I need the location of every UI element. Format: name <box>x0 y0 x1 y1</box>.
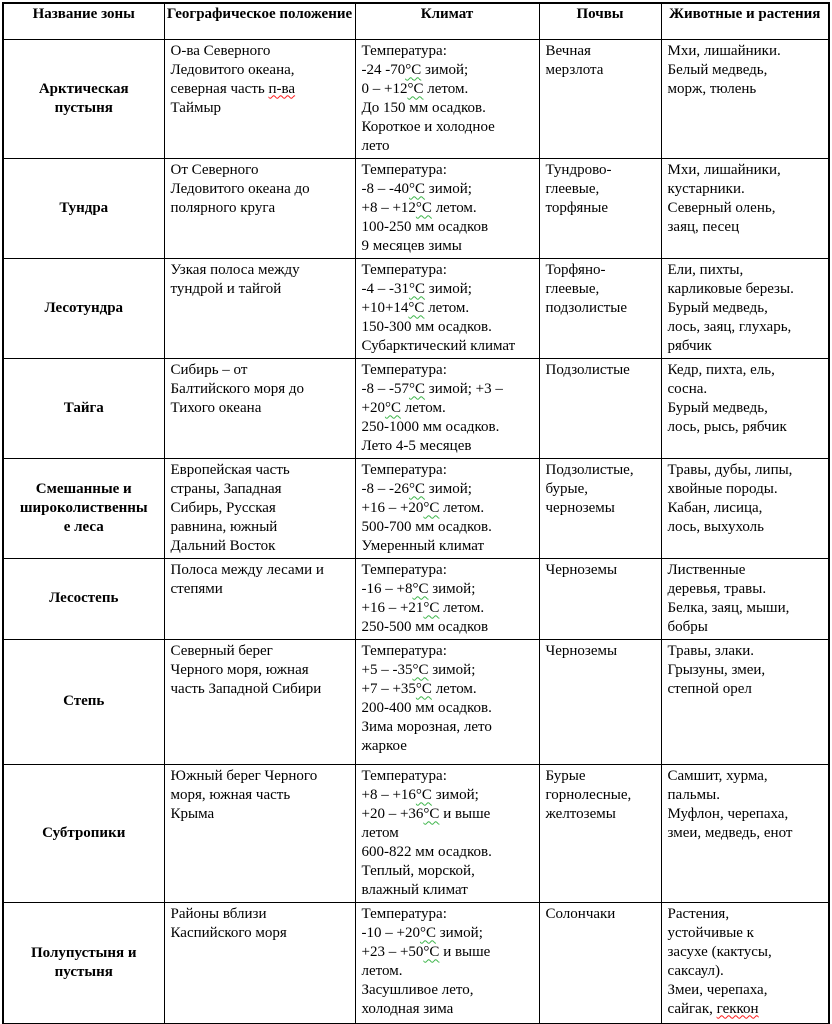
cell-climate <box>355 639 539 764</box>
text-line: Степь <box>63 693 105 709</box>
text-line: 9 месяцев зимы <box>361 237 462 254</box>
table-row <box>3 258 829 358</box>
text-line: Температура: <box>361 161 447 178</box>
text-line: Районы вблизи <box>170 905 267 922</box>
text-line: хвойные породы. <box>667 480 778 497</box>
text-line: страны, Западная <box>170 480 282 497</box>
header-geographic-location: Географическое положение <box>164 3 355 39</box>
spellcheck-green-underline: °С <box>419 924 436 941</box>
spellcheck-green-underline: °С <box>423 499 440 516</box>
cell-soils <box>539 902 661 1024</box>
spellcheck-green-underline: °С <box>409 280 426 297</box>
spellcheck-green-underline: °С <box>412 580 429 597</box>
text-line: бурые, <box>545 480 589 497</box>
text-line: часть Западной Сибири <box>170 680 322 697</box>
cell-zone-name <box>3 458 164 558</box>
text-line: -4 – -31°С зимой; <box>361 280 472 297</box>
text-line: Змеи, черепаха, <box>667 981 768 998</box>
header-climate: Климат <box>355 3 539 39</box>
spellcheck-green-underline: °С <box>405 61 422 78</box>
text-line: Дальний Восток <box>170 537 276 554</box>
text-line: 0 – +12°С летом. <box>361 80 469 97</box>
text-line: Зима морозная, лето <box>361 718 492 735</box>
text-line: Бурый медведь, <box>667 399 768 416</box>
text-line: пустыня <box>54 963 113 980</box>
spellcheck-red-underline: п-ва <box>268 80 296 97</box>
text-line: влажный климат <box>361 881 468 898</box>
text-line: 100-250 мм осадков <box>361 218 489 235</box>
text-line: Бурый медведь, <box>667 299 768 316</box>
text-line: +16 – +21°С летом. <box>361 599 485 616</box>
text-line: Лето 4-5 месяцев <box>361 437 472 454</box>
text-line: северная часть п-ва <box>170 80 296 97</box>
text-line: торфяные <box>545 199 609 216</box>
text-line: Муфлон, черепаха, <box>667 805 789 822</box>
text-line: пальмы. <box>667 786 720 803</box>
text-line: 600-822 мм осадков. <box>361 843 492 860</box>
cell-soils <box>539 39 661 158</box>
text-line: рябчик <box>667 337 712 354</box>
text-line: Ледовитого океана, <box>170 61 295 78</box>
text-line: лось, выхухоль <box>667 518 765 535</box>
text-line: Мхи, лишайники. <box>667 42 781 59</box>
cell-flora-fauna <box>661 639 829 764</box>
cell-location <box>164 158 355 258</box>
cell-climate <box>355 358 539 458</box>
cell-zone-name <box>3 158 164 258</box>
text-line: +10+14°С летом. <box>361 299 470 316</box>
text-line: Растения, <box>667 905 730 922</box>
text-line: 150-300 мм осадков. <box>361 318 492 335</box>
text-line: мерзлота <box>545 61 604 78</box>
table-row <box>3 458 829 558</box>
text-line: кустарники. <box>667 180 745 197</box>
text-line: +23 – +50°С и выше <box>361 943 491 960</box>
cell-soils <box>539 558 661 639</box>
cell-flora-fauna <box>661 158 829 258</box>
cell-climate <box>355 764 539 902</box>
cell-zone-name <box>3 764 164 902</box>
table-row <box>3 902 829 1024</box>
text-line: Лесостепь <box>49 590 119 606</box>
text-line: Температура: <box>361 461 447 478</box>
cell-climate <box>355 258 539 358</box>
text-line: Умеренный климат <box>361 537 485 554</box>
text-line: Северный берег <box>170 642 273 659</box>
text-line: широколиственны <box>19 499 148 516</box>
text-line: Субтропики <box>42 824 126 841</box>
text-line: желтоземы <box>545 805 616 822</box>
cell-location <box>164 558 355 639</box>
text-line: Таймыр <box>170 99 222 116</box>
text-line: Белка, заяц, мыши, <box>667 599 790 616</box>
cell-location <box>164 458 355 558</box>
spellcheck-green-underline: °С <box>415 199 432 216</box>
text-line: Тундра <box>59 199 109 216</box>
text-line: подзолистые <box>545 299 628 316</box>
table-row <box>3 158 829 258</box>
text-line: Субарктический климат <box>361 337 516 354</box>
text-line: глеевые, <box>545 280 600 297</box>
table-row <box>3 764 829 902</box>
text-line: Грызуны, змеи, <box>667 661 766 678</box>
text-line: -8 – -26°С зимой; <box>361 480 472 497</box>
text-line: саксаул). <box>667 962 724 979</box>
text-line: Полоса между лесами и <box>170 561 324 578</box>
text-line: Полупустыня и <box>31 944 137 961</box>
text-line: деревья, травы. <box>667 580 767 597</box>
text-line: горнолесные, <box>545 786 632 803</box>
text-line: засухе (кактусы, <box>667 943 772 960</box>
text-line: О-ва Северного <box>170 42 271 59</box>
spellcheck-green-underline: °С <box>423 599 440 616</box>
cell-soils <box>539 639 661 764</box>
text-line: Балтийского моря до <box>170 380 304 397</box>
text-line: Мхи, лишайники, <box>667 161 781 178</box>
text-line: -10 – +20°С зимой; <box>361 924 483 941</box>
spellcheck-green-underline: °С <box>407 80 424 97</box>
cell-soils <box>539 458 661 558</box>
text-line: сайгак, геккон <box>667 1000 759 1017</box>
cell-climate <box>355 902 539 1024</box>
cell-location <box>164 764 355 902</box>
text-line: жаркое <box>361 737 407 754</box>
cell-flora-fauna <box>661 764 829 902</box>
cell-zone-name <box>3 902 164 1024</box>
text-line: Каспийского моря <box>170 924 287 941</box>
cell-location <box>164 258 355 358</box>
text-line: Температура: <box>361 42 447 59</box>
text-line: Сибирь, Русская <box>170 499 276 516</box>
text-line: Солончаки <box>545 905 616 922</box>
text-line: лось, заяц, глухарь, <box>667 318 792 335</box>
text-line: +7 – +35°С летом. <box>361 680 477 697</box>
table-row <box>3 558 829 639</box>
text-line: Травы, злаки. <box>667 642 755 659</box>
cell-location <box>164 39 355 158</box>
text-line: Температура: <box>361 642 447 659</box>
cell-flora-fauna <box>661 458 829 558</box>
cell-zone-name <box>3 639 164 764</box>
text-line: Температура: <box>361 905 447 922</box>
cell-zone-name <box>3 558 164 639</box>
text-line: Сибирь – от <box>170 361 248 378</box>
text-line: +16 – +20°С летом. <box>361 499 485 516</box>
cell-climate <box>355 458 539 558</box>
text-line: Черноземы <box>545 561 618 578</box>
natural-zones-table <box>2 2 830 1024</box>
text-line: Смешанные и <box>35 480 132 497</box>
text-line: Черного моря, южная <box>170 661 309 678</box>
text-line: 250-500 мм осадков <box>361 618 489 635</box>
text-line: Подзолистые, <box>545 461 634 478</box>
cell-climate <box>355 558 539 639</box>
cell-flora-fauna <box>661 558 829 639</box>
spellcheck-green-underline: °С <box>423 805 440 822</box>
header-soils: Почвы <box>539 3 661 39</box>
text-line: +20°С летом. <box>361 399 446 416</box>
spellcheck-green-underline: °С <box>409 180 426 197</box>
spellcheck-green-underline: °С <box>415 786 432 803</box>
cell-zone-name <box>3 258 164 358</box>
table-row <box>3 639 829 764</box>
text-line: До 150 мм осадков. <box>361 99 486 116</box>
text-line: Черноземы <box>545 642 618 659</box>
text-line: пустыня <box>54 99 113 116</box>
spellcheck-green-underline: °С <box>423 943 440 960</box>
text-line: морж, тюлень <box>667 80 757 97</box>
text-line: Бурые <box>545 767 586 784</box>
text-line: -8 – -40°С зимой; <box>361 180 472 197</box>
cell-climate <box>355 39 539 158</box>
text-line: От Северного <box>170 161 259 178</box>
text-line: степями <box>170 580 223 597</box>
text-line: Тундрово- <box>545 161 612 178</box>
table-row <box>3 39 829 158</box>
header-row <box>3 3 829 39</box>
table-body <box>3 39 829 1024</box>
text-line: Кедр, пихта, ель, <box>667 361 775 378</box>
text-line: Тайга <box>63 399 104 416</box>
text-line: Ледовитого океана до <box>170 180 310 197</box>
table-row <box>3 358 829 458</box>
header-flora-fauna: Животные и растения <box>661 3 829 39</box>
text-line: бобры <box>667 618 708 635</box>
text-line: Лиственные <box>667 561 746 578</box>
text-line: лось, рысь, рябчик <box>667 418 787 435</box>
text-line: Теплый, морской, <box>361 862 475 879</box>
text-line: Короткое и холодное <box>361 118 495 135</box>
cell-climate <box>355 158 539 258</box>
text-line: Арктическая <box>38 80 129 97</box>
text-line: равнина, южный <box>170 518 278 535</box>
cell-location <box>164 902 355 1024</box>
cell-location <box>164 639 355 764</box>
cell-flora-fauna <box>661 358 829 458</box>
spellcheck-green-underline: °С <box>415 680 432 697</box>
text-line: Ели, пихты, <box>667 261 744 278</box>
text-line: карликовые березы. <box>667 280 794 297</box>
text-line: лето <box>361 137 390 154</box>
cell-soils <box>539 158 661 258</box>
text-line: заяц, песец <box>667 218 740 235</box>
cell-soils <box>539 258 661 358</box>
cell-soils <box>539 764 661 902</box>
text-line: Температура: <box>361 561 447 578</box>
spellcheck-green-underline: °С <box>408 299 425 316</box>
text-line: +5 – -35°С зимой; <box>361 661 476 678</box>
cell-flora-fauna <box>661 39 829 158</box>
text-line: летом. <box>361 962 403 979</box>
spellcheck-green-underline: °С <box>409 480 426 497</box>
text-line: е леса <box>63 518 104 535</box>
cell-soils <box>539 358 661 458</box>
text-line: степной орел <box>667 680 752 697</box>
text-line: -8 – -57°С зимой; +3 – <box>361 380 503 397</box>
text-line: Тихого океана <box>170 399 262 416</box>
text-line: Белый медведь, <box>667 61 768 78</box>
text-line: глеевые, <box>545 180 600 197</box>
text-line: Кабан, лисица, <box>667 499 763 516</box>
text-line: сосна. <box>667 380 708 397</box>
text-line: Травы, дубы, липы, <box>667 461 793 478</box>
text-line: Лесотундра <box>44 299 124 316</box>
text-line: +8 – +12°С летом. <box>361 199 477 216</box>
cell-zone-name <box>3 358 164 458</box>
text-line: Узкая полоса между <box>170 261 300 278</box>
text-line: полярного круга <box>170 199 276 216</box>
spellcheck-red-underline: геккон <box>716 1000 759 1017</box>
text-line: моря, южная часть <box>170 786 291 803</box>
spellcheck-green-underline: °С <box>384 399 401 416</box>
text-line: Южный берег Черного <box>170 767 318 784</box>
text-line: 250-1000 мм осадков. <box>361 418 500 435</box>
text-line: устойчивые к <box>667 924 754 941</box>
text-line: холодная зима <box>361 1000 454 1017</box>
text-line: Подзолистые <box>545 361 630 378</box>
text-line: Температура: <box>361 361 447 378</box>
text-line: Засушливое лето, <box>361 981 474 998</box>
text-line: Торфяно- <box>545 261 606 278</box>
text-line: -16 – +8°С зимой; <box>361 580 476 597</box>
header-zone-name: Название зоны <box>3 3 164 39</box>
spellcheck-green-underline: °С <box>412 661 429 678</box>
text-line: змеи, медведь, енот <box>667 824 793 841</box>
text-line: Температура: <box>361 261 447 278</box>
text-line: +8 – +16°С зимой; <box>361 786 479 803</box>
text-line: черноземы <box>545 499 615 516</box>
text-line: Северный олень, <box>667 199 776 216</box>
text-line: летом <box>361 824 399 841</box>
text-line: 200-400 мм осадков. <box>361 699 492 716</box>
text-line: Температура: <box>361 767 447 784</box>
spellcheck-green-underline: °С <box>409 380 426 397</box>
text-line: Европейская часть <box>170 461 290 478</box>
text-line: +20 – +36°С и выше <box>361 805 491 822</box>
cell-zone-name <box>3 39 164 158</box>
cell-flora-fauna <box>661 258 829 358</box>
table-header <box>3 3 829 39</box>
text-line: Вечная <box>545 42 591 59</box>
text-line: тундрой и тайгой <box>170 280 282 297</box>
text-line: Самшит, хурма, <box>667 767 768 784</box>
text-line: 500-700 мм осадков. <box>361 518 492 535</box>
text-line: Крыма <box>170 805 215 822</box>
cell-flora-fauna <box>661 902 829 1024</box>
cell-location <box>164 358 355 458</box>
text-line: -24 -70°С зимой; <box>361 61 469 78</box>
